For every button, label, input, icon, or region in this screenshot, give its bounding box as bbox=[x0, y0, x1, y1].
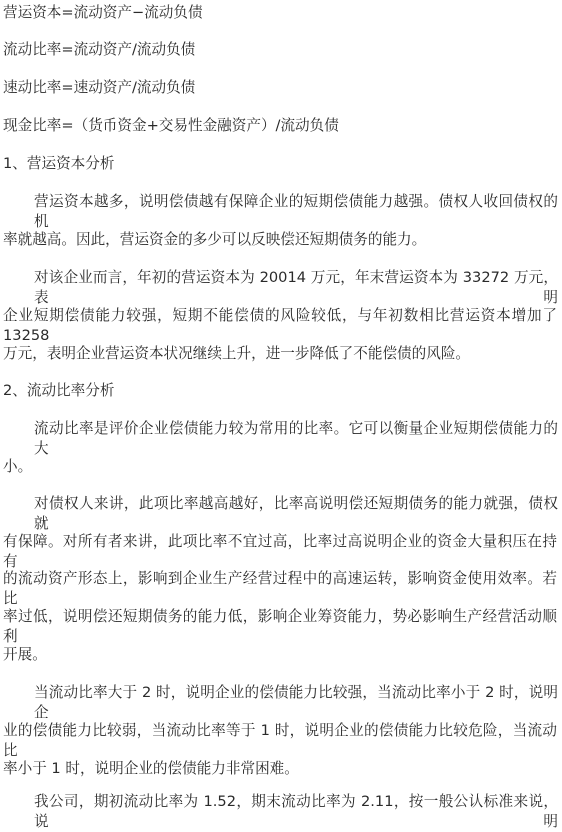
formula-working-capital: 营运资本=流动资产−流动负债 bbox=[3, 4, 203, 21]
formula-current-ratio: 流动比率=流动资产/流动负债 bbox=[3, 41, 196, 58]
formula-quick-ratio: 速动比率=速动资产/流动负债 bbox=[3, 79, 196, 96]
section-1-heading: 1、营运资本分析 bbox=[3, 155, 115, 172]
paragraph-line: 率过低，说明偿还短期债务的能力低，影响企业筹资能力，势必影响生产经营活动顺利 bbox=[3, 608, 557, 645]
paragraph-line: 我公司，期初流动比率为 1.52，期末流动比率为 2.11，按一般公认标准来说，说明 bbox=[34, 793, 558, 830]
paragraph-line: 当流动比率大于 2 时，说明企业的偿债能力比较强，当流动比率小于 2 时，说明企 bbox=[34, 684, 558, 721]
paragraph-line: 对该企业而言，年初的营运资本为 20014 万元，年末营运资本为 33272 万元，表明 bbox=[34, 269, 558, 306]
paragraph-line: 万元，表明企业营运资本状况继续上升，进一步降低了不能偿债的风险。 bbox=[3, 345, 471, 362]
section-2-heading: 2、流动比率分析 bbox=[3, 382, 115, 399]
paragraph-line: 有保障。对所有者来讲，此项比率不宜过高，比率过高说明企业的资金大量积压在持有 bbox=[3, 533, 557, 570]
paragraph-line: 对债权人来讲，此项比率越高越好，比率高说明偿还短期债务的能力就强，债权就 bbox=[34, 495, 558, 532]
paragraph-line: 的流动资产形态上，影响到企业生产经营过程中的高速运转，影响资金使用效率。若比 bbox=[3, 570, 557, 607]
formula-cash-ratio: 现金比率=（货币资金+交易性金融资产）/流动负债 bbox=[3, 117, 339, 134]
paragraph-line: 流动比率是评价企业偿债能力较为常用的比率。它可以衡量企业短期偿债能力的大 bbox=[34, 420, 558, 457]
paragraph-line: 业的偿债能力比较弱，当流动比率等于 1 时，说明企业的偿债能力比较危险，当流动比 bbox=[3, 722, 557, 759]
paragraph-line: 小。 bbox=[3, 458, 33, 475]
paragraph-line: 率小于 1 时，说明企业的偿债能力非常困难。 bbox=[3, 760, 299, 777]
paragraph-line: 率就越高。因此，营运资金的多少可以反映偿还短期债务的能力。 bbox=[3, 231, 427, 248]
paragraph-line: 营运资本越多，说明偿债越有保障企业的短期偿债能力越强。债权人收回债权的机 bbox=[34, 193, 558, 230]
paragraph-line: 企业短期偿债能力较强，短期不能偿债的风险较低，与年初数相比营运资本增加了 13258 bbox=[3, 307, 557, 344]
paragraph-line: 开展。 bbox=[3, 646, 47, 663]
